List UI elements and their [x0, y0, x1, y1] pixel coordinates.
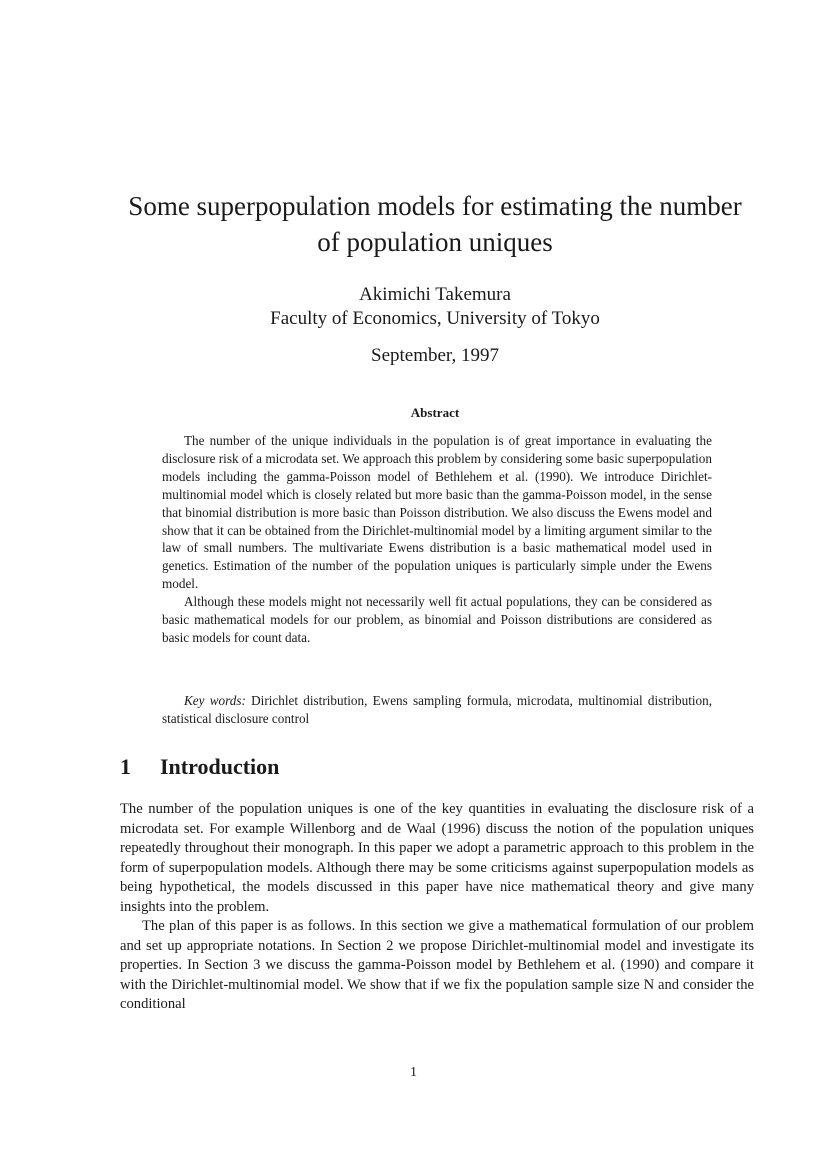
- body-paragraph: The plan of this paper is as follows. In this section we give a mathematical formulation of our problem and set up appropriate notations. In Section 2 we propose Dirichlet-multinomial model and investigate its properties. In Section 3 we discuss the gamma-Poisson model by Bethlehem et al. (1990) and compare it with the Dirichlet-multinomial model. We show that if we fix the population sample size N and consider the conditional: [120, 918, 754, 1012]
- keywords: [162, 692, 712, 728]
- abstract-paragraph: Although these models might not necessarily well fit actual populations, they can be considered as basic mathematical models for our problem, as binomial and Poisson distributions are considered as basic models for count data.: [162, 594, 712, 645]
- introduction-body: [120, 800, 754, 1015]
- body-paragraph: The number of the population uniques is one of the key quantities in evaluating the disclosure risk of a microdata set. For example Willenborg and de Waal (1996) discuss the notion of the population uniques repeatedly throughout their monograph. In this paper we adopt a parametric approach to this problem in the form of superpopulation models. Although there may be some criticisms against superpopulation models as being hypothetical, the models discussed in this paper have nice mathematical theory and give many insights into the problem.: [120, 801, 754, 915]
- abstract-heading: Abstract: [410, 405, 460, 420]
- page-number: 1: [410, 1065, 417, 1080]
- keywords-text: Dirichlet distribution, Ewens sampling formula, microdata, multinomial distribution, statistical disclosure control: [162, 693, 713, 726]
- author-affiliation: Faculty of Economics, University of Tokyo: [270, 308, 600, 329]
- paper-date: September, 1997: [371, 345, 499, 366]
- abstract-paragraph: The number of the unique individuals in the population is of great importance in evaluating the disclosure risk of a microdata set. We approach this problem by considering some basic superpopulation models including the gamma-Poisson model of Bethlehem et al. (1990). We introduce Dirichlet-multinomial model which is closely related but more basic than the gamma-Poisson model, in the sense that binomial distribution is more basic than Poisson distribution. We also discuss the Ewens model and show that it can be obtained from the Dirichlet-multinomial model by a limiting argument similar to the law of small numbers. The multivariate Ewens distribution is a basic mathematical model used in genetics. Estimation of the number of the population uniques is particularly simple under the Ewens model.: [162, 433, 712, 592]
- author-name: Akimichi Takemura: [359, 284, 511, 305]
- section-title: Introduction: [160, 754, 280, 779]
- section-heading: [120, 754, 279, 780]
- keywords-label: Key words:: [184, 693, 246, 708]
- section-number: 1: [120, 754, 131, 779]
- paper-title: Some superpopulation models for estimating the number of population uniques: [128, 191, 742, 257]
- abstract-body: [162, 432, 712, 647]
